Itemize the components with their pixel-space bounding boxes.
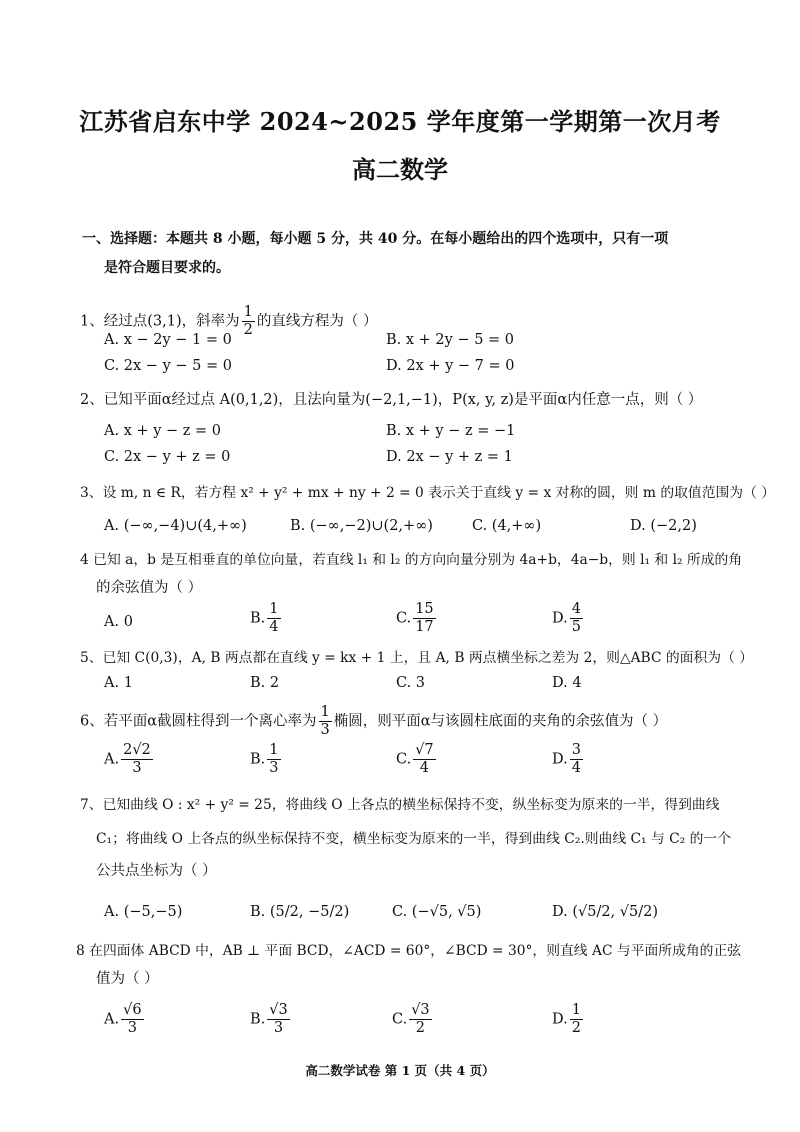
q6-d-num: 3	[571, 742, 581, 758]
q1-fraction	[242, 304, 255, 339]
q6-option-b-fraction	[267, 742, 280, 777]
q4-d-num: 4	[571, 601, 581, 617]
q6-a-den: 3	[132, 760, 142, 776]
question-7-stem-cont: C₁；将曲线 O 上各点的纵坐标保持不变，横坐标变为原来的一半，得到曲线 C₂.则曲线 C₁ 与 C₂ 的一个	[96, 831, 732, 847]
q4-option-a: A. 0	[104, 614, 133, 630]
q7-option-d-label: D.	[552, 904, 568, 920]
q6-frac-num: 1	[320, 704, 330, 720]
q8-c-num: √3	[411, 1002, 430, 1018]
q1-option-a: A. x − 2y − 1 = 0	[104, 332, 232, 348]
q5-option-a: A. 1	[104, 675, 133, 691]
q1-frac-num: 1	[243, 304, 253, 320]
q2-option-c: C. 2x − y + z = 0	[104, 449, 231, 465]
q8-b-den: 3	[273, 1020, 284, 1036]
question-6-stem	[80, 704, 667, 739]
q5-option-b: B. 2	[250, 675, 280, 691]
q6-option-d	[552, 742, 585, 777]
q1-option-b: B. x + 2y − 5 = 0	[386, 332, 515, 348]
q8-option-c-fraction	[409, 1002, 431, 1037]
q4-option-d-label: D.	[552, 610, 568, 627]
q5-option-d: D. 4	[552, 675, 582, 691]
q6-frac-den: 3	[320, 722, 330, 738]
question-4-stem: 4 已知 a，b 是互相垂直的单位向量，若直线 l₁ 和 l₂ 的方向向量分别为 4a+b，4a−b，则 l₁ 和 l₂ 所成的角	[80, 552, 743, 568]
q6-option-c-label: C.	[396, 751, 412, 768]
q6-option-b	[250, 742, 283, 777]
q8-b-num: √3	[269, 1002, 288, 1018]
q6-option-c-fraction	[413, 742, 435, 777]
q8-option-b-fraction	[267, 1002, 289, 1037]
page-footer: 高二数学试卷 第 1 页（共 4 页）	[305, 1063, 495, 1078]
q8-option-a-label: A.	[104, 1011, 120, 1028]
question-3-stem: 3、设 m, n ∈ R，若方程 x² + y² + mx + ny + 2 = 0 表示关于直线 y = x 对称的圆，则 m 的取值范围为（ ）	[80, 485, 776, 501]
q7-option-a: A. (−5,−5)	[104, 904, 183, 920]
q1-stem-pre: 1、经过点(3,1)，斜率为	[80, 313, 240, 330]
q8-option-d	[552, 1002, 585, 1037]
q4-option-d-fraction	[570, 601, 583, 636]
q8-a-den: 3	[127, 1020, 137, 1036]
q1-stem-post: 的直线方程为（ ）	[256, 313, 378, 330]
q6-d-den: 4	[571, 760, 581, 776]
question-2-stem: 2、已知平面α经过点 A(0,1,2)，且法向量为(−2,1,−1)，P(x, y, z)是平面α内任意一点，则（ ）	[80, 392, 703, 408]
q4-option-b	[250, 601, 283, 636]
q3-option-d: D. (−2,2)	[630, 518, 697, 534]
q6-option-c	[396, 742, 438, 777]
page-subtitle: 高二数学	[352, 155, 448, 184]
q7-option-b-label: B.	[250, 904, 266, 920]
q7-option-b	[250, 902, 349, 922]
q5-option-c: C. 3	[396, 675, 426, 691]
q6-option-a	[104, 742, 155, 777]
q8-option-a	[104, 1002, 146, 1037]
q2-option-d: D. 2x − y + z = 1	[386, 449, 513, 465]
question-7-stem-end: 公共点坐标为（ ）	[96, 863, 217, 879]
q1-option-d: D. 2x + y − 7 = 0	[386, 358, 515, 374]
q7-option-b-value: (5/2, −5/2)	[269, 904, 350, 920]
q8-option-a-fraction	[121, 1002, 143, 1037]
q3-option-c: C. (4,+∞)	[472, 518, 542, 534]
q2-option-a: A. x + y − z = 0	[104, 423, 222, 439]
q8-option-d-fraction	[570, 1002, 583, 1037]
q6-option-b-label: B.	[250, 751, 266, 768]
q6-option-d-fraction	[570, 742, 583, 777]
q4-c-num: 15	[415, 601, 434, 617]
q8-option-c-label: C.	[392, 1011, 408, 1028]
q6-stem-post: 椭圆，则平面α与该圆柱底面的夹角的余弦值为（ ）	[333, 713, 668, 730]
q4-option-b-label: B.	[250, 610, 266, 627]
q4-d-den: 5	[571, 619, 581, 635]
q6-option-a-fraction	[121, 742, 153, 777]
q7-option-c: C. (−√5, √5)	[392, 904, 482, 920]
question-8-stem: 8 在四面体 ABCD 中，AB ⊥ 平面 BCD，∠ACD = 60°，∠BCD = 30°，则直线 AC 与平面所成角的正弦	[76, 943, 742, 959]
q6-option-d-label: D.	[552, 751, 568, 768]
q6-b-den: 3	[269, 760, 279, 776]
page-title: 江苏省启东中学 2024~2025 学年度第一学期第一次月考	[79, 107, 721, 136]
q6-a-num: 2√2	[123, 742, 151, 758]
q6-option-a-label: A.	[104, 751, 120, 768]
q8-c-den: 2	[415, 1020, 426, 1036]
q8-option-c	[392, 1002, 434, 1037]
q1-frac-den: 2	[243, 322, 253, 338]
q6-b-num: 1	[269, 742, 279, 758]
q8-option-b-label: B.	[250, 1011, 266, 1028]
q8-option-b	[250, 1002, 292, 1037]
q4-option-b-fraction	[267, 601, 280, 636]
q4-option-c	[396, 601, 438, 636]
q6-c-num: √7	[415, 742, 434, 758]
q6-stem-pre: 6、若平面α截圆柱得到一个离心率为	[80, 713, 317, 730]
q6-c-den: 4	[419, 760, 430, 776]
q6-fraction	[319, 704, 332, 739]
question-4-stem-cont: 的余弦值为（ ）	[96, 580, 203, 596]
q2-option-b: B. x + y − z = −1	[386, 423, 516, 439]
q4-option-c-fraction	[413, 601, 435, 636]
q8-d-den: 2	[571, 1020, 581, 1036]
q8-d-num: 1	[571, 1002, 581, 1018]
section-heading: 一、选择题：本题共 8 小题，每小题 5 分，共 40 分。在每小题给出的四个选项中，只有一项	[82, 231, 669, 247]
q1-option-c: C. 2x − y − 5 = 0	[104, 358, 232, 374]
q3-option-a: A. (−∞,−4)∪(4,+∞)	[104, 518, 247, 534]
q4-option-d	[552, 601, 585, 636]
q7-option-d	[552, 902, 658, 922]
question-8-stem-cont: 值为（ ）	[96, 971, 159, 987]
section-heading-cont: 是符合题目要求的。	[104, 260, 230, 276]
q3-option-b: B. (−∞,−2)∪(2,+∞)	[290, 518, 433, 534]
q4-option-c-label: C.	[396, 610, 412, 627]
q8-option-d-label: D.	[552, 1011, 568, 1028]
question-5-stem: 5、已知 C(0,3)，A, B 两点都在直线 y = kx + 1 上，且 A, B 两点横坐标之差为 2，则△ABC 的面积为（ ）	[80, 650, 754, 666]
q4-b-den: 4	[269, 619, 279, 635]
q4-c-den: 17	[415, 619, 434, 635]
question-7-stem: 7、已知曲线 O : x² + y² = 25，将曲线 O 上各点的横坐标保持不变，纵坐标变为原来的一半，得到曲线	[80, 797, 720, 813]
q4-b-num: 1	[269, 601, 279, 617]
q7-option-d-value: (√5/2, √5/2)	[572, 904, 659, 920]
q8-a-num: √6	[123, 1002, 142, 1018]
